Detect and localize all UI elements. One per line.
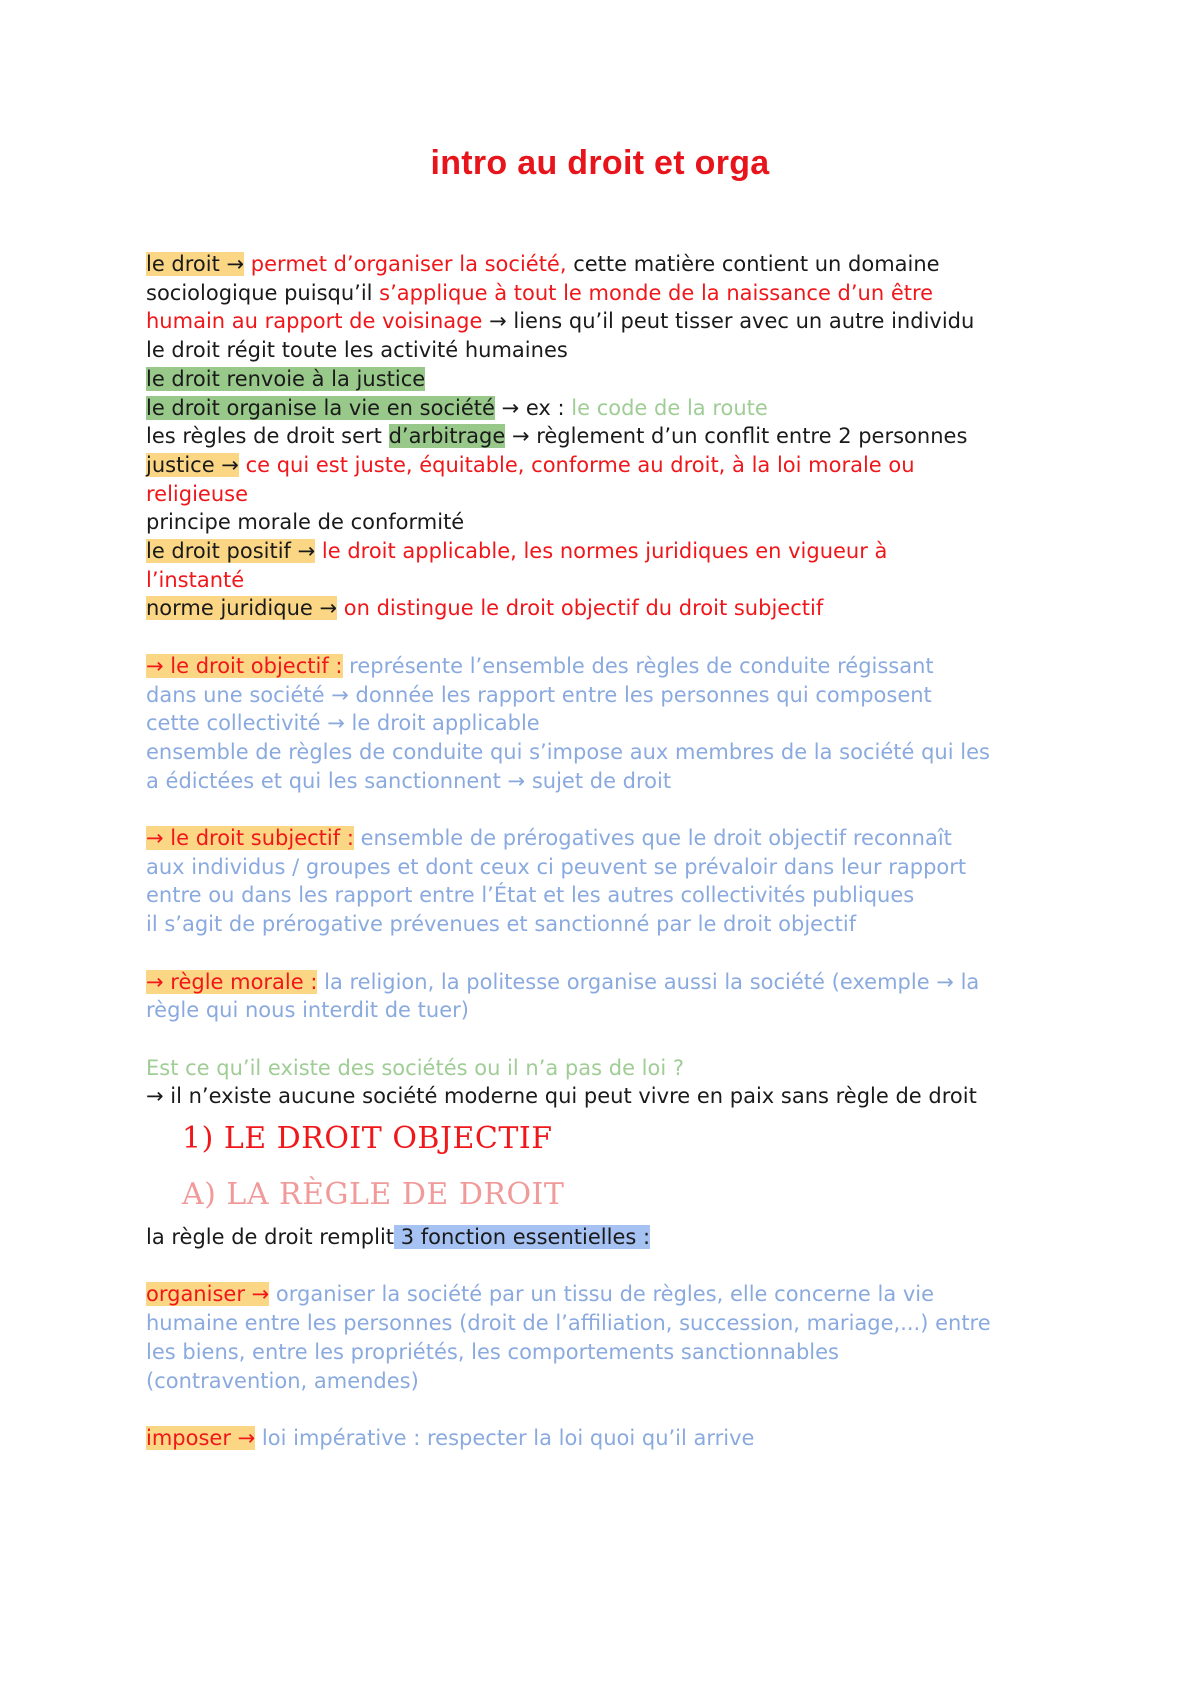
definition-text: la religion, la politesse organise aussi la société (exemple → la — [317, 969, 980, 994]
body-text: les règles de droit sert — [146, 424, 389, 449]
definition-text: s’applique à tout le monde de la naissance d’un être — [372, 280, 934, 305]
definition-text: organiser la société par un tissu de règles, elle concerne la vie — [269, 1282, 935, 1307]
text-line — [146, 422, 1086, 451]
document-title: intro au droit et orga — [430, 144, 770, 182]
definition-text: humain au rapport de voisinage — [146, 309, 483, 334]
document-body — [146, 250, 1086, 1453]
text-line: (contravention, amendes) — [146, 1368, 419, 1393]
text-line — [146, 1223, 1086, 1252]
example-text: le code de la route — [571, 395, 768, 420]
text-line: dans une société → donnée les rapport entre les personnes qui composent — [146, 682, 932, 707]
text-line — [146, 968, 1086, 997]
term-le-droit: le droit → — [146, 252, 245, 276]
term-regle-morale: → règle morale : — [146, 969, 318, 994]
definition-text: ce qui est juste, équitable, conforme au droit, à la loi morale ou — [238, 452, 915, 477]
highlight-justice: le droit renvoie à la justice — [146, 366, 426, 391]
question-line: Est ce qu’il existe des sociétés ou il n’a pas de loi ? — [146, 1055, 685, 1080]
text-line — [146, 652, 1086, 681]
highlight-fonctions: 3 fonction essentielles : — [394, 1225, 651, 1250]
spacer — [146, 1252, 1086, 1281]
body-text: → liens qu’il peut tisser avec un autre individu — [482, 309, 975, 334]
definition-text: représente l’ensemble des règles de conduite régissant — [342, 653, 934, 678]
text-line: le droit régit toute les activité humaines — [146, 338, 568, 363]
text-line: cette collectivité → le droit applicable — [146, 711, 540, 736]
text-line — [146, 1424, 1086, 1453]
text-line — [146, 250, 1086, 279]
term-justice: justice → — [146, 452, 239, 477]
text-line: religieuse — [146, 481, 249, 506]
text-line — [146, 307, 1086, 336]
text-line: ensemble de règles de conduite qui s’impose aux membres de la société qui les — [146, 739, 990, 764]
spacer — [146, 795, 1086, 824]
spacer — [146, 1025, 1086, 1054]
definition-text: permet d’organiser la société, — [244, 252, 567, 276]
text-line: entre ou dans les rapport entre l’État et les autres collectivités publiques — [146, 883, 915, 908]
body-text: sociologique puisqu’il — [146, 280, 373, 305]
text-line — [146, 537, 1086, 566]
text-line — [146, 365, 1086, 394]
text-line — [146, 394, 1086, 423]
definition-text: loi impérative : respecter la loi quoi qu’il arrive — [255, 1425, 755, 1450]
term-droit-subjectif: → le droit subjectif : — [146, 826, 354, 851]
text-line — [146, 594, 1086, 623]
text-line: humaine entre les personnes (droit de l’affiliation, succession, mariage,...) entre — [146, 1311, 991, 1336]
spacer — [146, 623, 1086, 652]
spacer — [146, 939, 1086, 968]
body-text: la règle de droit remplit — [146, 1225, 395, 1250]
text-line: principe morale de conformité — [146, 510, 465, 535]
text-line: il s’agit de prérogative prévenues et sanctionné par le droit objectif — [146, 912, 857, 937]
text-line — [146, 1280, 1086, 1309]
highlight-arbitrage: d’arbitrage — [388, 424, 506, 449]
definition-text: on distingue le droit objectif du droit subjectif — [337, 596, 824, 621]
definition-text: le droit applicable, les normes juridiques en vigueur à — [315, 539, 888, 564]
text-line — [146, 279, 1086, 308]
term-norme-juridique: norme juridique → — [146, 596, 338, 621]
term-imposer: imposer → — [146, 1425, 256, 1450]
text-line: aux individus / groupes et dont ceux ci peuvent se prévaloir dans leur rapport — [146, 854, 967, 879]
term-droit-positif: le droit positif → — [146, 539, 316, 564]
text-line — [146, 824, 1086, 853]
body-text: → règlement d’un conflit entre 2 personnes — [505, 424, 968, 449]
subsection-heading: A) LA RÈGLE DE DROIT — [182, 1177, 565, 1213]
text-line: l’instanté — [146, 567, 245, 592]
answer-line: → il n’existe aucune société moderne qui peut vivre en paix sans règle de droit — [146, 1084, 977, 1109]
text-line — [146, 451, 1086, 480]
text-line: les biens, entre les propriétés, les comportements sanctionnables — [146, 1339, 839, 1364]
text-line: a édictées et qui les sanctionnent → sujet de droit — [146, 768, 672, 793]
body-text: → ex : — [494, 395, 572, 420]
term-droit-objectif: → le droit objectif : — [146, 653, 343, 678]
body-text: cette matière contient un domaine — [566, 252, 940, 276]
section-heading: 1) LE DROIT OBJECTIF — [182, 1121, 553, 1157]
spacer — [146, 1395, 1086, 1424]
highlight-organise: le droit organise la vie en société — [146, 395, 495, 420]
definition-text: ensemble de prérogatives que le droit objectif reconnaît — [353, 826, 952, 851]
term-organiser: organiser → — [146, 1282, 270, 1307]
text-line: règle qui nous interdit de tuer) — [146, 998, 469, 1023]
